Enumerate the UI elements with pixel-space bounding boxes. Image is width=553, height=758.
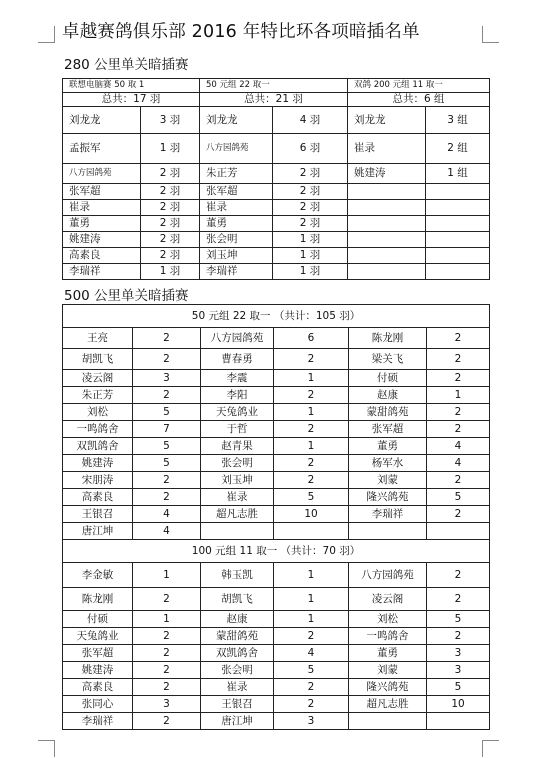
table-total-row <box>63 93 490 107</box>
name-cell: 唐江坤 <box>201 713 274 730</box>
count-cell <box>274 523 349 540</box>
name-cell: 姚建涛 <box>63 662 133 679</box>
name-cell <box>348 232 426 248</box>
count-cell: 2 <box>133 489 201 506</box>
name-cell: 凌云阁 <box>349 588 427 611</box>
name-cell: 陈龙刚 <box>349 328 427 349</box>
table-row <box>63 184 490 200</box>
crop-mark-bottom-left <box>38 740 55 757</box>
count-cell: 2 羽 <box>141 248 200 264</box>
count-cell: 1 羽 <box>141 264 200 280</box>
name-cell: 李瑞祥 <box>63 264 141 280</box>
table-row <box>63 662 490 679</box>
name-cell: 刘蒙 <box>349 662 427 679</box>
count-cell: 2 <box>133 645 201 662</box>
count-cell: 1 <box>274 404 349 421</box>
count-cell: 3 <box>427 645 490 662</box>
name-cell: 李瑞祥 <box>200 264 273 280</box>
name-cell: 高素良 <box>63 679 133 696</box>
table-row <box>63 563 490 588</box>
count-cell: 3 <box>274 713 349 730</box>
count-cell: 2 <box>274 679 349 696</box>
count-cell: 2 <box>133 472 201 489</box>
count-cell: 4 羽 <box>273 107 348 134</box>
name-cell: 胡凯飞 <box>63 349 133 370</box>
name-cell: 刘龙龙 <box>348 107 426 134</box>
table-row <box>63 387 490 404</box>
count-cell: 2 <box>427 328 490 349</box>
count-cell: 2 <box>427 472 490 489</box>
count-cell: 5 <box>427 489 490 506</box>
count-cell: 5 <box>133 404 201 421</box>
table-row <box>63 696 490 713</box>
count-cell: 4 <box>427 438 490 455</box>
table-row <box>63 421 490 438</box>
name-cell: 唐江坤 <box>63 523 133 540</box>
table-row <box>63 472 490 489</box>
count-cell <box>426 232 490 248</box>
count-cell: 2 羽 <box>141 232 200 248</box>
name-cell: 张军超 <box>63 184 141 200</box>
count-cell: 2 <box>427 588 490 611</box>
document-title: 卓越赛鸽俱乐部 2016 年特比环各项暗插名单 <box>62 22 420 42</box>
name-cell: 董勇 <box>349 645 427 662</box>
name-cell: 崔录 <box>63 200 141 216</box>
name-cell: 八方园鸽苑 <box>200 134 273 164</box>
count-cell: 4 <box>133 523 201 540</box>
table-row <box>63 611 490 628</box>
count-cell: 4 <box>274 645 349 662</box>
table-row <box>63 349 490 370</box>
count-cell: 3 组 <box>426 107 490 134</box>
count-cell: 5 <box>427 679 490 696</box>
name-cell: 天兔鸽业 <box>201 404 274 421</box>
count-cell: 2 <box>133 349 201 370</box>
name-cell: 八方园鸽苑 <box>63 164 141 184</box>
count-cell: 2 <box>274 455 349 472</box>
count-cell: 1 组 <box>426 164 490 184</box>
name-cell: 崔录 <box>201 679 274 696</box>
name-cell: 赵康 <box>349 387 427 404</box>
count-cell: 2 羽 <box>141 216 200 232</box>
name-cell: 朱正芳 <box>63 387 133 404</box>
count-cell: 2 <box>427 404 490 421</box>
name-cell: 刘龙龙 <box>200 107 273 134</box>
count-cell: 2 <box>274 421 349 438</box>
count-cell <box>426 200 490 216</box>
name-cell: 赵青果 <box>201 438 274 455</box>
count-cell: 5 <box>274 489 349 506</box>
name-cell: 韩玉凯 <box>201 563 274 588</box>
count-cell: 2 羽 <box>141 164 200 184</box>
count-cell: 2 <box>274 628 349 645</box>
name-cell: 崔录 <box>348 134 426 164</box>
count-cell <box>426 216 490 232</box>
name-cell: 天兔鸽业 <box>63 628 133 645</box>
group-total: 总共：17 羽 <box>63 93 200 107</box>
name-cell: 崔录 <box>201 489 274 506</box>
name-cell: 高素良 <box>63 248 141 264</box>
name-cell: 张军超 <box>200 184 273 200</box>
count-cell: 4 <box>427 455 490 472</box>
table-row <box>63 370 490 387</box>
count-cell: 2 <box>427 628 490 645</box>
count-cell <box>427 523 490 540</box>
count-cell <box>426 248 490 264</box>
name-cell: 张军超 <box>63 645 133 662</box>
table-row <box>63 404 490 421</box>
count-cell: 2 <box>133 713 201 730</box>
count-cell: 2 羽 <box>273 216 348 232</box>
name-cell <box>349 523 427 540</box>
name-cell: 李震 <box>201 370 274 387</box>
count-cell <box>426 264 490 280</box>
name-cell: 超凡志胜 <box>201 506 274 523</box>
count-cell: 2 <box>427 349 490 370</box>
name-cell: 王银召 <box>201 696 274 713</box>
count-cell: 1 <box>274 370 349 387</box>
table-row <box>63 679 490 696</box>
count-cell: 6 <box>274 328 349 349</box>
count-cell: 2 羽 <box>273 184 348 200</box>
name-cell <box>348 248 426 264</box>
name-cell: 董勇 <box>349 438 427 455</box>
name-cell: 陈龙刚 <box>63 588 133 611</box>
name-cell: 刘龙龙 <box>63 107 141 134</box>
count-cell: 7 <box>133 421 201 438</box>
name-cell: 蒙甜鸽苑 <box>201 628 274 645</box>
table-row <box>63 248 490 264</box>
group-header-row <box>63 305 490 328</box>
section-500km-heading: 500 公里单关暗插赛 <box>64 288 189 304</box>
name-cell: 朱正芳 <box>200 164 273 184</box>
name-cell: 双凯鸽舍 <box>201 645 274 662</box>
table-row <box>63 264 490 280</box>
name-cell: 姚建涛 <box>63 455 133 472</box>
name-cell: 李金敏 <box>63 563 133 588</box>
count-cell: 1 <box>133 611 201 628</box>
name-cell: 付硕 <box>63 611 133 628</box>
name-cell: 超凡志胜 <box>349 696 427 713</box>
name-cell: 张会明 <box>200 232 273 248</box>
name-cell: 王亮 <box>63 328 133 349</box>
name-cell: 刘蒙 <box>349 472 427 489</box>
name-cell: 张会明 <box>201 662 274 679</box>
name-cell <box>201 523 274 540</box>
count-cell: 2 <box>133 328 201 349</box>
name-cell: 刘玉坤 <box>201 472 274 489</box>
crop-mark-bottom-right <box>482 740 499 757</box>
name-cell: 姚建涛 <box>348 164 426 184</box>
name-cell: 隆兴鸽苑 <box>349 489 427 506</box>
name-cell: 李阳 <box>201 387 274 404</box>
count-cell: 2 <box>427 370 490 387</box>
name-cell: 赵康 <box>201 611 274 628</box>
table-row <box>63 506 490 523</box>
name-cell: 宋朋涛 <box>63 472 133 489</box>
count-cell: 2 羽 <box>141 184 200 200</box>
table-row <box>63 588 490 611</box>
count-cell: 10 <box>427 696 490 713</box>
count-cell: 10 <box>274 506 349 523</box>
count-cell: 1 羽 <box>141 134 200 164</box>
name-cell <box>348 264 426 280</box>
name-cell: 双凯鸽舍 <box>63 438 133 455</box>
name-cell: 于哲 <box>201 421 274 438</box>
name-cell <box>349 713 427 730</box>
name-cell: 崔录 <box>200 200 273 216</box>
count-cell <box>426 184 490 200</box>
name-cell: 梁关飞 <box>349 349 427 370</box>
table-row <box>63 200 490 216</box>
group-total: 总共：6 组 <box>348 93 490 107</box>
count-cell: 1 <box>427 387 490 404</box>
table-row <box>63 438 490 455</box>
table-row <box>63 107 490 134</box>
name-cell: 董勇 <box>63 216 141 232</box>
group-label: 50 元组 22 取一 <box>200 79 348 93</box>
count-cell: 1 羽 <box>273 232 348 248</box>
count-cell: 2 <box>133 588 201 611</box>
count-cell: 3 <box>427 662 490 679</box>
count-cell: 2 羽 <box>273 164 348 184</box>
count-cell: 2 <box>274 387 349 404</box>
name-cell: 张同心 <box>63 696 133 713</box>
count-cell <box>427 713 490 730</box>
name-cell: 王银召 <box>63 506 133 523</box>
table-row <box>63 489 490 506</box>
count-cell: 5 <box>427 611 490 628</box>
count-cell: 2 羽 <box>141 200 200 216</box>
count-cell: 2 <box>427 506 490 523</box>
count-cell: 3 <box>133 370 201 387</box>
name-cell: 李瑞祥 <box>63 713 133 730</box>
table-row <box>63 628 490 645</box>
count-cell: 5 <box>133 438 201 455</box>
name-cell: 高素良 <box>63 489 133 506</box>
name-cell <box>348 200 426 216</box>
table-row <box>63 232 490 248</box>
count-cell: 2 <box>274 349 349 370</box>
count-cell: 6 羽 <box>273 134 348 164</box>
crop-mark-top-left <box>38 26 55 43</box>
table-500km <box>62 304 490 730</box>
group-header-row <box>63 540 490 563</box>
count-cell: 1 <box>274 563 349 588</box>
name-cell: 一鸣鸽舍 <box>63 421 133 438</box>
name-cell: 张会明 <box>201 455 274 472</box>
table-row <box>63 328 490 349</box>
count-cell: 5 <box>133 455 201 472</box>
table-row <box>63 523 490 540</box>
count-cell: 2 <box>133 628 201 645</box>
count-cell: 2 <box>133 662 201 679</box>
group-label: 联想电脑赛 50 取 1 <box>63 79 200 93</box>
count-cell: 1 <box>274 438 349 455</box>
table-header-row <box>63 79 490 93</box>
table-row <box>63 134 490 164</box>
count-cell: 2 组 <box>426 134 490 164</box>
name-cell: 李瑞祥 <box>349 506 427 523</box>
name-cell: 刘松 <box>63 404 133 421</box>
name-cell: 曹春勇 <box>201 349 274 370</box>
name-cell: 付硕 <box>349 370 427 387</box>
name-cell: 姚建涛 <box>63 232 141 248</box>
table-row <box>63 164 490 184</box>
group-header: 100 元组 11 取一 （共计：70 羽） <box>63 540 490 563</box>
name-cell: 刘玉坤 <box>200 248 273 264</box>
group-header: 50 元组 22 取一 （共计：105 羽） <box>63 305 490 328</box>
table-row <box>63 645 490 662</box>
count-cell: 2 <box>133 679 201 696</box>
table-row <box>63 216 490 232</box>
name-cell <box>348 184 426 200</box>
name-cell: 蒙甜鸽苑 <box>349 404 427 421</box>
count-cell: 1 <box>274 588 349 611</box>
count-cell: 1 <box>133 563 201 588</box>
count-cell: 5 <box>274 662 349 679</box>
section-280km-heading: 280 公里单关暗插赛 <box>64 57 189 73</box>
count-cell: 1 羽 <box>273 264 348 280</box>
count-cell: 2 <box>427 421 490 438</box>
name-cell: 八方园鸽苑 <box>349 563 427 588</box>
name-cell: 刘松 <box>349 611 427 628</box>
count-cell: 2 <box>133 387 201 404</box>
name-cell: 杨军水 <box>349 455 427 472</box>
name-cell <box>348 216 426 232</box>
name-cell: 胡凯飞 <box>201 588 274 611</box>
table-row <box>63 713 490 730</box>
count-cell: 1 <box>274 611 349 628</box>
name-cell: 一鸣鸽舍 <box>349 628 427 645</box>
count-cell: 2 <box>274 472 349 489</box>
count-cell: 2 <box>427 563 490 588</box>
count-cell: 4 <box>133 506 201 523</box>
group-label: 双鸽 200 元组 11 取一 <box>348 79 490 93</box>
name-cell: 孟振军 <box>63 134 141 164</box>
name-cell: 八方园鸽苑 <box>201 328 274 349</box>
name-cell: 董勇 <box>200 216 273 232</box>
count-cell: 2 羽 <box>273 200 348 216</box>
crop-mark-top-right <box>482 26 499 43</box>
name-cell: 凌云阁 <box>63 370 133 387</box>
table-row <box>63 455 490 472</box>
count-cell: 3 <box>133 696 201 713</box>
name-cell: 张军超 <box>349 421 427 438</box>
count-cell: 1 羽 <box>273 248 348 264</box>
name-cell: 隆兴鸽苑 <box>349 679 427 696</box>
table-280km <box>62 78 490 280</box>
count-cell: 3 羽 <box>141 107 200 134</box>
group-total: 总共：21 羽 <box>200 93 348 107</box>
count-cell: 2 <box>274 696 349 713</box>
